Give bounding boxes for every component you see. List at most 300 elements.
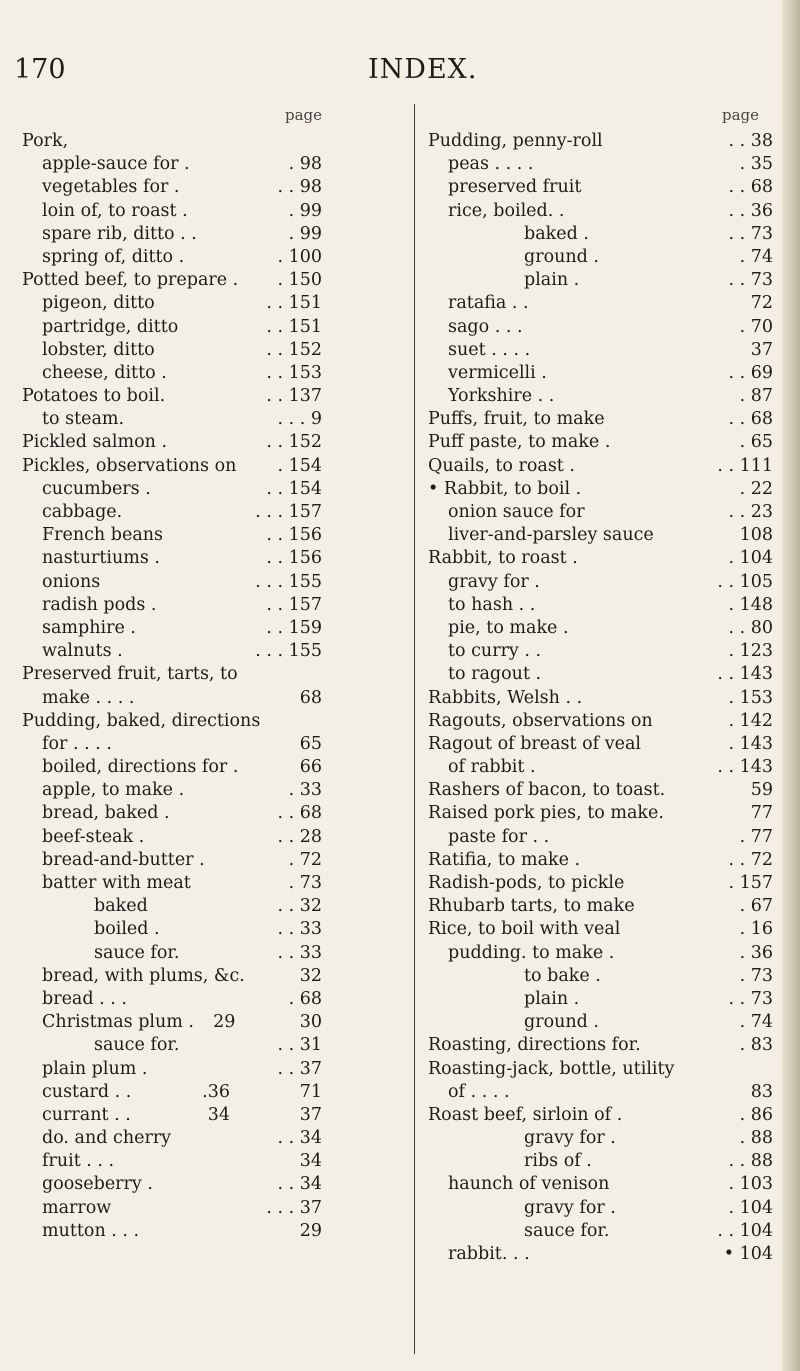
- entry-page-number: . . 152: [266, 339, 322, 360]
- index-entry: [22, 385, 322, 408]
- entry-page-number: 108: [739, 525, 773, 546]
- index-entry: [428, 408, 773, 431]
- index-entry: [22, 617, 322, 640]
- entry-page-number: . 73: [739, 965, 773, 986]
- entry-page-number: . . 152: [266, 432, 322, 453]
- page-number: 170: [14, 54, 66, 85]
- entry-page-number: 37: [299, 1104, 322, 1125]
- entry-text: to hash . .: [448, 594, 536, 615]
- entry-page-number: 77: [750, 803, 773, 824]
- entry-text: Radish-pods, to pickle: [428, 873, 625, 893]
- index-entry: [22, 1058, 322, 1081]
- entry-text: of . . . .: [448, 1081, 510, 1102]
- entry-page-number: 29: [299, 1220, 322, 1241]
- entry-text: onions: [42, 571, 101, 592]
- entry-page-number: 65: [299, 733, 322, 754]
- entry-text: Pickled salmon .: [22, 432, 168, 453]
- entry-page-number: 32: [299, 965, 322, 986]
- entry-page-number: . 150: [277, 270, 322, 291]
- page-label: page: [721, 106, 759, 124]
- entry-text: plain plum .: [42, 1058, 148, 1079]
- index-entry: [428, 176, 773, 199]
- index-entry: [22, 1197, 322, 1220]
- entry-page-number: . . 31: [277, 1035, 322, 1056]
- entry-page-number: . 100: [277, 246, 322, 267]
- index-entry: [22, 292, 322, 315]
- entry-page-number: . . . 157: [255, 502, 322, 522]
- entry-page-number: . . 151: [266, 316, 322, 337]
- entry-text: ribs of .: [524, 1151, 592, 1172]
- entry-text: plain .: [524, 270, 580, 291]
- entry-text: bread, with plums, &c.: [42, 965, 245, 986]
- index-entry: [22, 1034, 322, 1057]
- entry-text: to bake .: [524, 965, 601, 986]
- entry-text: Pudding, penny-roll: [428, 131, 603, 151]
- entry-page-number: [260, 710, 322, 733]
- entry-text: Pork,: [22, 131, 69, 151]
- index-entry: [22, 872, 322, 895]
- entry-text: loin of, to roast .: [42, 200, 188, 221]
- index-entry: [428, 1104, 773, 1127]
- index-entry: [428, 1243, 773, 1266]
- index-entry: [428, 478, 773, 501]
- index-entry: [428, 942, 773, 965]
- entry-text: apple-sauce for .: [42, 154, 190, 175]
- entry-page-number: . 143: [728, 733, 773, 754]
- index-entry: [428, 1150, 773, 1173]
- entry-page-number: . . 137: [266, 386, 322, 407]
- entry-text: haunch of venison: [448, 1174, 610, 1195]
- entry-page-number: . . 28: [277, 826, 322, 847]
- entry-text: Christmas plum .: [42, 1012, 194, 1033]
- entry-page-number: . 104: [728, 548, 773, 569]
- entry-text: Ratifia, to make .: [428, 849, 581, 870]
- index-entry: [22, 571, 322, 594]
- entry-page-number: . 153: [728, 687, 773, 708]
- entry-page-number: . 35: [739, 154, 773, 175]
- entry-page-number: . 22: [739, 478, 773, 499]
- index-entry: [22, 640, 322, 663]
- entry-page-number: . . 143: [717, 664, 773, 685]
- entry-page-number: [230, 130, 322, 153]
- entry-page-number: . . 33: [277, 919, 322, 940]
- entry-page-number: . . 73: [728, 270, 773, 291]
- index-entry: [428, 663, 773, 686]
- index-entry: [428, 316, 773, 339]
- index-entry: [428, 1197, 773, 1220]
- entry-text: Ragout of breast of veal: [428, 733, 641, 754]
- entry-text: nasturtiums .: [42, 548, 160, 569]
- entry-text: of rabbit .: [448, 757, 536, 778]
- entry-page-number: . . 73: [728, 223, 773, 244]
- entry-page-number: . . 143: [717, 757, 773, 778]
- entry-page-number: . . 157: [266, 594, 322, 615]
- index-entry: [22, 988, 322, 1011]
- index-entry: [428, 223, 773, 246]
- index-entry: [428, 640, 773, 663]
- entry-text: samphire .: [42, 617, 136, 638]
- entry-page-number: . . . 155: [255, 641, 322, 662]
- entry-text: bread-and-butter .: [42, 849, 205, 870]
- entry-page-number: . 99: [288, 200, 322, 221]
- entry-page-number: . . . 155: [255, 571, 322, 592]
- index-entry: [428, 617, 773, 640]
- index-entry: [428, 501, 773, 524]
- index-entry: [428, 1173, 773, 1196]
- index-entry: [22, 802, 322, 825]
- entry-text: apple, to make .: [42, 780, 185, 801]
- entry-text: pie, to make .: [448, 617, 569, 638]
- index-entry: [428, 802, 773, 825]
- index-entry: [22, 501, 322, 524]
- entry-text: Rashers of bacon, to toast.: [428, 780, 666, 801]
- index-entry: [428, 385, 773, 408]
- index-entry: [22, 1150, 322, 1173]
- index-entry: [428, 849, 773, 872]
- entry-text: to steam.: [42, 409, 125, 430]
- entry-page-number: . 73: [288, 873, 322, 893]
- entry-page-number: . . 36: [728, 200, 773, 221]
- index-entry: [22, 942, 322, 965]
- entry-text: Puff paste, to make .: [428, 432, 611, 453]
- page-label: page: [284, 106, 322, 124]
- entry-page-number: . . 68: [728, 177, 773, 198]
- entry-text: currant . .: [42, 1104, 131, 1125]
- index-entry: [428, 965, 773, 988]
- entry-page-number: . 88: [739, 1128, 773, 1149]
- entry-page-number: . . 34: [277, 1174, 322, 1195]
- index-entry: [22, 316, 322, 339]
- entry-page-number: . . 105: [717, 571, 773, 592]
- entry-text: peas . . . .: [448, 154, 534, 175]
- entry-page-number: . 98: [288, 154, 322, 175]
- index-entry: [428, 1081, 773, 1104]
- entry-text: to curry . .: [448, 641, 542, 662]
- entry-page-number: . . 80: [728, 617, 773, 638]
- index-entry: [428, 1220, 773, 1243]
- entry-page-number: [238, 663, 322, 686]
- entry-text: vermicelli .: [448, 362, 547, 383]
- entry-page-number: . . . 37: [266, 1197, 322, 1218]
- entry-text: Yorkshire . .: [448, 386, 555, 407]
- index-entry: [22, 478, 322, 501]
- index-entry: [428, 524, 773, 547]
- index-entry: [428, 895, 773, 918]
- entry-page-number: 30: [299, 1012, 322, 1033]
- entry-text: Roasting, directions for.: [428, 1035, 641, 1056]
- page-title: INDEX.: [368, 54, 478, 85]
- entry-text: Rabbit, to roast .: [428, 548, 578, 569]
- entry-text: pigeon, ditto: [42, 293, 155, 314]
- entry-text: baked .: [524, 223, 589, 244]
- index-entry: [22, 733, 322, 756]
- entry-page-number: . 99: [288, 223, 322, 244]
- entry-text: Rhubarb tarts, to make: [428, 896, 635, 917]
- entry-text: marrow: [42, 1197, 112, 1218]
- entry-secondary-page: 29: [213, 1012, 236, 1033]
- entry-page-number: . . 69: [728, 362, 773, 383]
- index-entry: [22, 269, 322, 292]
- entry-text: fruit . . .: [42, 1151, 115, 1172]
- entry-text: sauce for.: [94, 942, 180, 963]
- entry-text: cabbage.: [42, 502, 123, 522]
- entry-page-number: 37: [750, 339, 773, 360]
- index-entry: [22, 710, 322, 733]
- entry-page-number: . 142: [728, 710, 773, 731]
- left-column: [22, 106, 322, 1243]
- entry-text: cucumbers .: [42, 478, 151, 499]
- entry-page-number: . 83: [739, 1035, 773, 1056]
- entry-page-number: . 104: [728, 1197, 773, 1218]
- entry-text: gravy for .: [524, 1128, 616, 1149]
- entry-page-number: . 74: [739, 246, 773, 267]
- entry-page-number: . . 104: [717, 1220, 773, 1241]
- index-entry: [22, 594, 322, 617]
- page-edge: [782, 0, 800, 1371]
- index-entry: [22, 1081, 322, 1104]
- entry-text: spring of, ditto .: [42, 246, 185, 267]
- right-column: [428, 106, 773, 1266]
- entry-page-number: . 103: [728, 1174, 773, 1195]
- index-entry: [428, 130, 773, 153]
- entry-text: Potted beef, to prepare .: [22, 270, 239, 291]
- index-entry: [22, 687, 322, 710]
- column-divider: [414, 104, 415, 1354]
- entry-page-number: . . 159: [266, 617, 322, 638]
- entry-text: boiled .: [94, 919, 160, 940]
- index-entry: [22, 826, 322, 849]
- index-entry: [428, 269, 773, 292]
- entry-text: beef-steak .: [42, 826, 145, 847]
- entry-text: bread . . .: [42, 988, 127, 1009]
- entry-text: gravy for .: [448, 571, 540, 592]
- entry-page-number: . 86: [739, 1104, 773, 1125]
- index-entry: [22, 455, 322, 478]
- index-entry: [428, 594, 773, 617]
- entry-page-number: . 157: [728, 873, 773, 893]
- entry-page-number: . . 156: [266, 525, 322, 546]
- entry-page-number: . . 72: [728, 849, 773, 870]
- index-entry: [22, 223, 322, 246]
- index-entry: [22, 1104, 322, 1127]
- entry-text: Pickles, observations on: [22, 455, 237, 476]
- entry-page-number: . . . 9: [277, 409, 322, 430]
- entry-page-number: . . 154: [266, 478, 322, 499]
- index-entry: [428, 1034, 773, 1057]
- entry-page-number: 68: [299, 687, 322, 708]
- entry-text: spare rib, ditto . .: [42, 223, 197, 244]
- index-entry: [22, 246, 322, 269]
- index-entry: [22, 756, 322, 779]
- index-entry: [22, 918, 322, 941]
- index-entry: [428, 687, 773, 710]
- entry-text: gooseberry .: [42, 1174, 153, 1195]
- index-entry: [22, 1220, 322, 1243]
- entry-text: suet . . . .: [448, 339, 531, 360]
- index-entry: [428, 362, 773, 385]
- index-entry: [428, 1058, 773, 1081]
- index-entry: [22, 339, 322, 362]
- entry-text: Roast beef, sirloin of .: [428, 1104, 623, 1125]
- entry-text: batter with meat: [42, 873, 191, 893]
- entry-page-number: 72: [750, 293, 773, 314]
- entry-page-number: . 33: [288, 780, 322, 801]
- entry-page-number: . 72: [288, 849, 322, 870]
- entry-text: partridge, ditto: [42, 316, 179, 337]
- entry-page-number: 59: [750, 780, 773, 801]
- entry-text: French beans: [42, 525, 164, 546]
- entry-text: rabbit. . .: [448, 1244, 530, 1264]
- index-entry: [22, 130, 322, 153]
- entry-text: lobster, ditto: [42, 339, 155, 360]
- entry-page-number: . . 23: [728, 502, 773, 522]
- entry-text: • Rabbit, to boil .: [428, 478, 582, 499]
- entry-text: baked: [94, 896, 148, 917]
- entry-page-number: [681, 1058, 773, 1081]
- entry-text: Ragouts, observations on: [428, 710, 653, 731]
- entry-text: Raised pork pies, to make.: [428, 803, 664, 824]
- entry-text: gravy for .: [524, 1197, 616, 1218]
- entry-text: to ragout .: [448, 664, 542, 685]
- index-entry: [428, 153, 773, 176]
- entry-page-number: . . 34: [277, 1128, 322, 1149]
- index-entry: [22, 965, 322, 988]
- entry-text: radish pods .: [42, 594, 157, 615]
- index-entry: [428, 756, 773, 779]
- entry-page-number: • 104: [723, 1244, 773, 1264]
- entry-page-number: . 77: [739, 826, 773, 847]
- index-entry: [428, 292, 773, 315]
- entry-page-number: . 36: [739, 942, 773, 963]
- entry-text: ground .: [524, 246, 599, 267]
- entry-page-number: 34: [299, 1151, 322, 1172]
- entry-page-number: . 68: [288, 988, 322, 1009]
- entry-text: plain .: [524, 988, 580, 1009]
- index-entry: [428, 339, 773, 362]
- entry-page-number: . . 151: [266, 293, 322, 314]
- entry-page-number: . . 153: [266, 362, 322, 383]
- entry-text: vegetables for .: [42, 177, 180, 198]
- index-entry: [22, 176, 322, 199]
- index-entry: [22, 1127, 322, 1150]
- index-entry: [428, 826, 773, 849]
- entry-text: make . . . .: [42, 687, 135, 708]
- entry-page-number: . . 68: [728, 409, 773, 430]
- entry-text: custard . .: [42, 1081, 132, 1102]
- index-entry: [428, 1011, 773, 1034]
- entry-text: for . . . .: [42, 733, 112, 754]
- entry-text: sago . . .: [448, 316, 523, 337]
- entry-page-number: . 148: [728, 594, 773, 615]
- entry-text: do. and cherry: [42, 1128, 172, 1149]
- index-entry: [22, 849, 322, 872]
- index-entry: [428, 455, 773, 478]
- index-entry: [428, 1127, 773, 1150]
- entry-text: pudding. to make .: [448, 942, 615, 963]
- entry-text: preserved fruit: [448, 177, 582, 198]
- entry-text: boiled, directions for .: [42, 757, 239, 778]
- entry-page-number: . 70: [739, 316, 773, 337]
- entry-text: Puffs, fruit, to make: [428, 409, 605, 430]
- entry-page-number: . . 88: [728, 1151, 773, 1172]
- entry-page-number: . . 33: [277, 942, 322, 963]
- index-entry: [428, 872, 773, 895]
- index-entry: [428, 918, 773, 941]
- entry-page-number: . . 73: [728, 988, 773, 1009]
- entry-text: sauce for.: [524, 1220, 610, 1241]
- entry-page-number: 71: [299, 1081, 322, 1102]
- entry-text: bread, baked .: [42, 803, 170, 824]
- index-entry: [22, 779, 322, 802]
- entry-text: mutton . . .: [42, 1220, 140, 1241]
- entry-text: ground .: [524, 1012, 599, 1033]
- entry-page-number: . . 98: [277, 177, 322, 198]
- entry-text: onion sauce for: [448, 502, 585, 522]
- entry-text: Preserved fruit, tarts, to: [22, 664, 238, 685]
- entry-page-number: . 123: [728, 641, 773, 662]
- index-entry: [428, 571, 773, 594]
- entry-secondary-page: .36: [202, 1081, 230, 1102]
- entry-text: Rabbits, Welsh . .: [428, 687, 583, 708]
- right-entry-list: [428, 130, 773, 1266]
- entry-page-number: . . 156: [266, 548, 322, 569]
- index-entry: [22, 1011, 322, 1034]
- entry-text: sauce for.: [94, 1035, 180, 1056]
- entry-text: paste for . .: [448, 826, 550, 847]
- entry-text: walnuts .: [42, 641, 123, 662]
- entry-text: Roasting-jack, bottle, utility: [428, 1058, 675, 1079]
- entry-page-number: . 65: [739, 432, 773, 453]
- entry-page-number: . . 68: [277, 803, 322, 824]
- index-entry: [428, 246, 773, 269]
- left-entry-list: [22, 130, 322, 1243]
- entry-text: rice, boiled. .: [448, 200, 565, 221]
- entry-text: Rice, to boil with veal: [428, 919, 621, 940]
- entry-text: liver-and-parsley sauce: [448, 525, 654, 546]
- index-entry: [22, 431, 322, 454]
- index-entry: [22, 895, 322, 918]
- index-entry: [428, 779, 773, 802]
- index-entry: [22, 200, 322, 223]
- entry-text: Potatoes to boil.: [22, 386, 166, 407]
- entry-page-number: . 67: [739, 896, 773, 917]
- index-entry: [428, 988, 773, 1011]
- entry-page-number: . 74: [739, 1012, 773, 1033]
- index-entry: [22, 153, 322, 176]
- index-entry: [22, 1173, 322, 1196]
- entry-page-number: . 154: [277, 455, 322, 476]
- entry-page-number: . . 111: [717, 455, 773, 476]
- entry-page-number: . . 32: [277, 896, 322, 917]
- index-entry: [22, 362, 322, 385]
- index-entry: [428, 733, 773, 756]
- index-entry: [22, 408, 322, 431]
- entry-text: ratafia . .: [448, 293, 529, 314]
- index-entry: [428, 547, 773, 570]
- index-entry: [22, 663, 322, 686]
- entry-page-number: . 16: [739, 919, 773, 940]
- entry-text: Pudding, baked, directions: [22, 710, 261, 731]
- entry-page-number: 83: [750, 1081, 773, 1102]
- index-entry: [428, 431, 773, 454]
- entry-secondary-page: 34: [207, 1104, 230, 1125]
- entry-page-number: 66: [299, 757, 322, 778]
- index-entry: [428, 200, 773, 223]
- index-entry: [22, 524, 322, 547]
- entry-text: Quails, to roast .: [428, 455, 575, 476]
- entry-text: cheese, ditto .: [42, 362, 167, 383]
- entry-page-number: . . 37: [277, 1058, 322, 1079]
